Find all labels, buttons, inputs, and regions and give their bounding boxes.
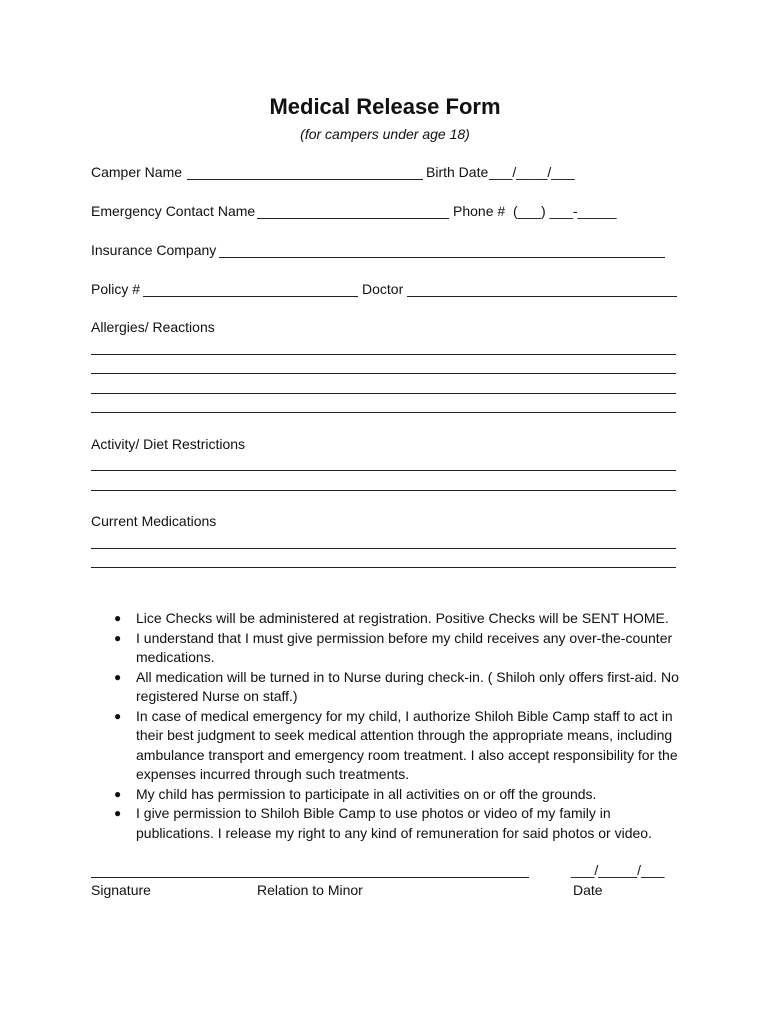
relation-label: Relation to Minor — [257, 882, 363, 898]
phone-label: Phone # — [453, 203, 506, 219]
terms-item: ● Lice Checks will be administered at registration. Positive Checks will be SENT HOME. — [114, 609, 684, 629]
restrictions-line[interactable] — [91, 490, 676, 491]
terms-item: ● In case of medical emergency for my child, I authorize Shiloh Bible Camp staff to act in their best judgment to seek medical attention through the appropriate means, including ambulance transport and emergency room treatment. I also accept responsibility for the expenses incurred through such treatments. — [114, 707, 678, 782]
bullet-icon: ● — [114, 786, 122, 801]
terms-item: ● I understand that I must give permission before my child receives any over-the-counter medications. — [114, 629, 673, 665]
form-subtitle: (for campers under age 18) — [300, 126, 470, 142]
bullet-icon: ● — [114, 611, 122, 625]
emergency-contact-field[interactable] — [257, 218, 449, 219]
policy-label: Policy # — [91, 281, 141, 297]
medications-label: Current Medications — [91, 513, 217, 529]
camper-name-field[interactable] — [187, 179, 423, 180]
bullet-icon: ● — [114, 630, 122, 645]
emergency-contact-label: Emergency Contact Name — [91, 203, 256, 219]
restrictions-label: Activity/ Diet Restrictions — [91, 436, 246, 452]
date-field[interactable]: ___/_____/___ — [571, 862, 665, 878]
insurance-label: Insurance Company — [91, 242, 217, 258]
phone-field[interactable]: (___) ___-_____ — [513, 203, 617, 219]
allergies-line[interactable] — [91, 393, 676, 394]
date-label: Date — [573, 882, 603, 898]
bullet-icon: ● — [114, 806, 122, 820]
allergies-line[interactable] — [91, 373, 676, 374]
bullet-icon: ● — [114, 669, 122, 684]
camper-name-label: Camper Name — [91, 164, 183, 180]
allergies-line[interactable] — [91, 354, 676, 355]
doctor-field[interactable] — [407, 296, 677, 297]
signature-line[interactable] — [91, 877, 529, 878]
terms-list — [114, 609, 684, 843]
doctor-label: Doctor — [362, 281, 404, 297]
birth-date-label: Birth Date — [426, 164, 489, 180]
form-title: Medical Release Form — [269, 94, 501, 119]
terms-item: ● My child has permission to participate in all activities on or off the grounds. — [114, 785, 684, 805]
restrictions-line[interactable] — [91, 470, 676, 471]
insurance-field[interactable] — [219, 257, 665, 258]
terms-item: ● I give permission to Shiloh Bible Camp to use photos or video of my family in publications. I release my right to any kind of remuneration for said photos or video. — [114, 805, 652, 841]
medications-line[interactable] — [91, 548, 676, 549]
terms-item: ● All medication will be turned in to Nurse during check-in. ( Shiloh only offers first-aid. No registered Nurse on staff.) — [114, 668, 679, 704]
signature-label: Signature — [91, 882, 151, 898]
medications-line[interactable] — [91, 567, 676, 568]
allergies-line[interactable] — [91, 412, 676, 413]
birth-date-field[interactable]: ___/____/___ — [489, 164, 575, 180]
bullet-icon: ● — [114, 708, 122, 723]
allergies-label: Allergies/ Reactions — [91, 319, 215, 335]
policy-field[interactable] — [143, 296, 358, 297]
